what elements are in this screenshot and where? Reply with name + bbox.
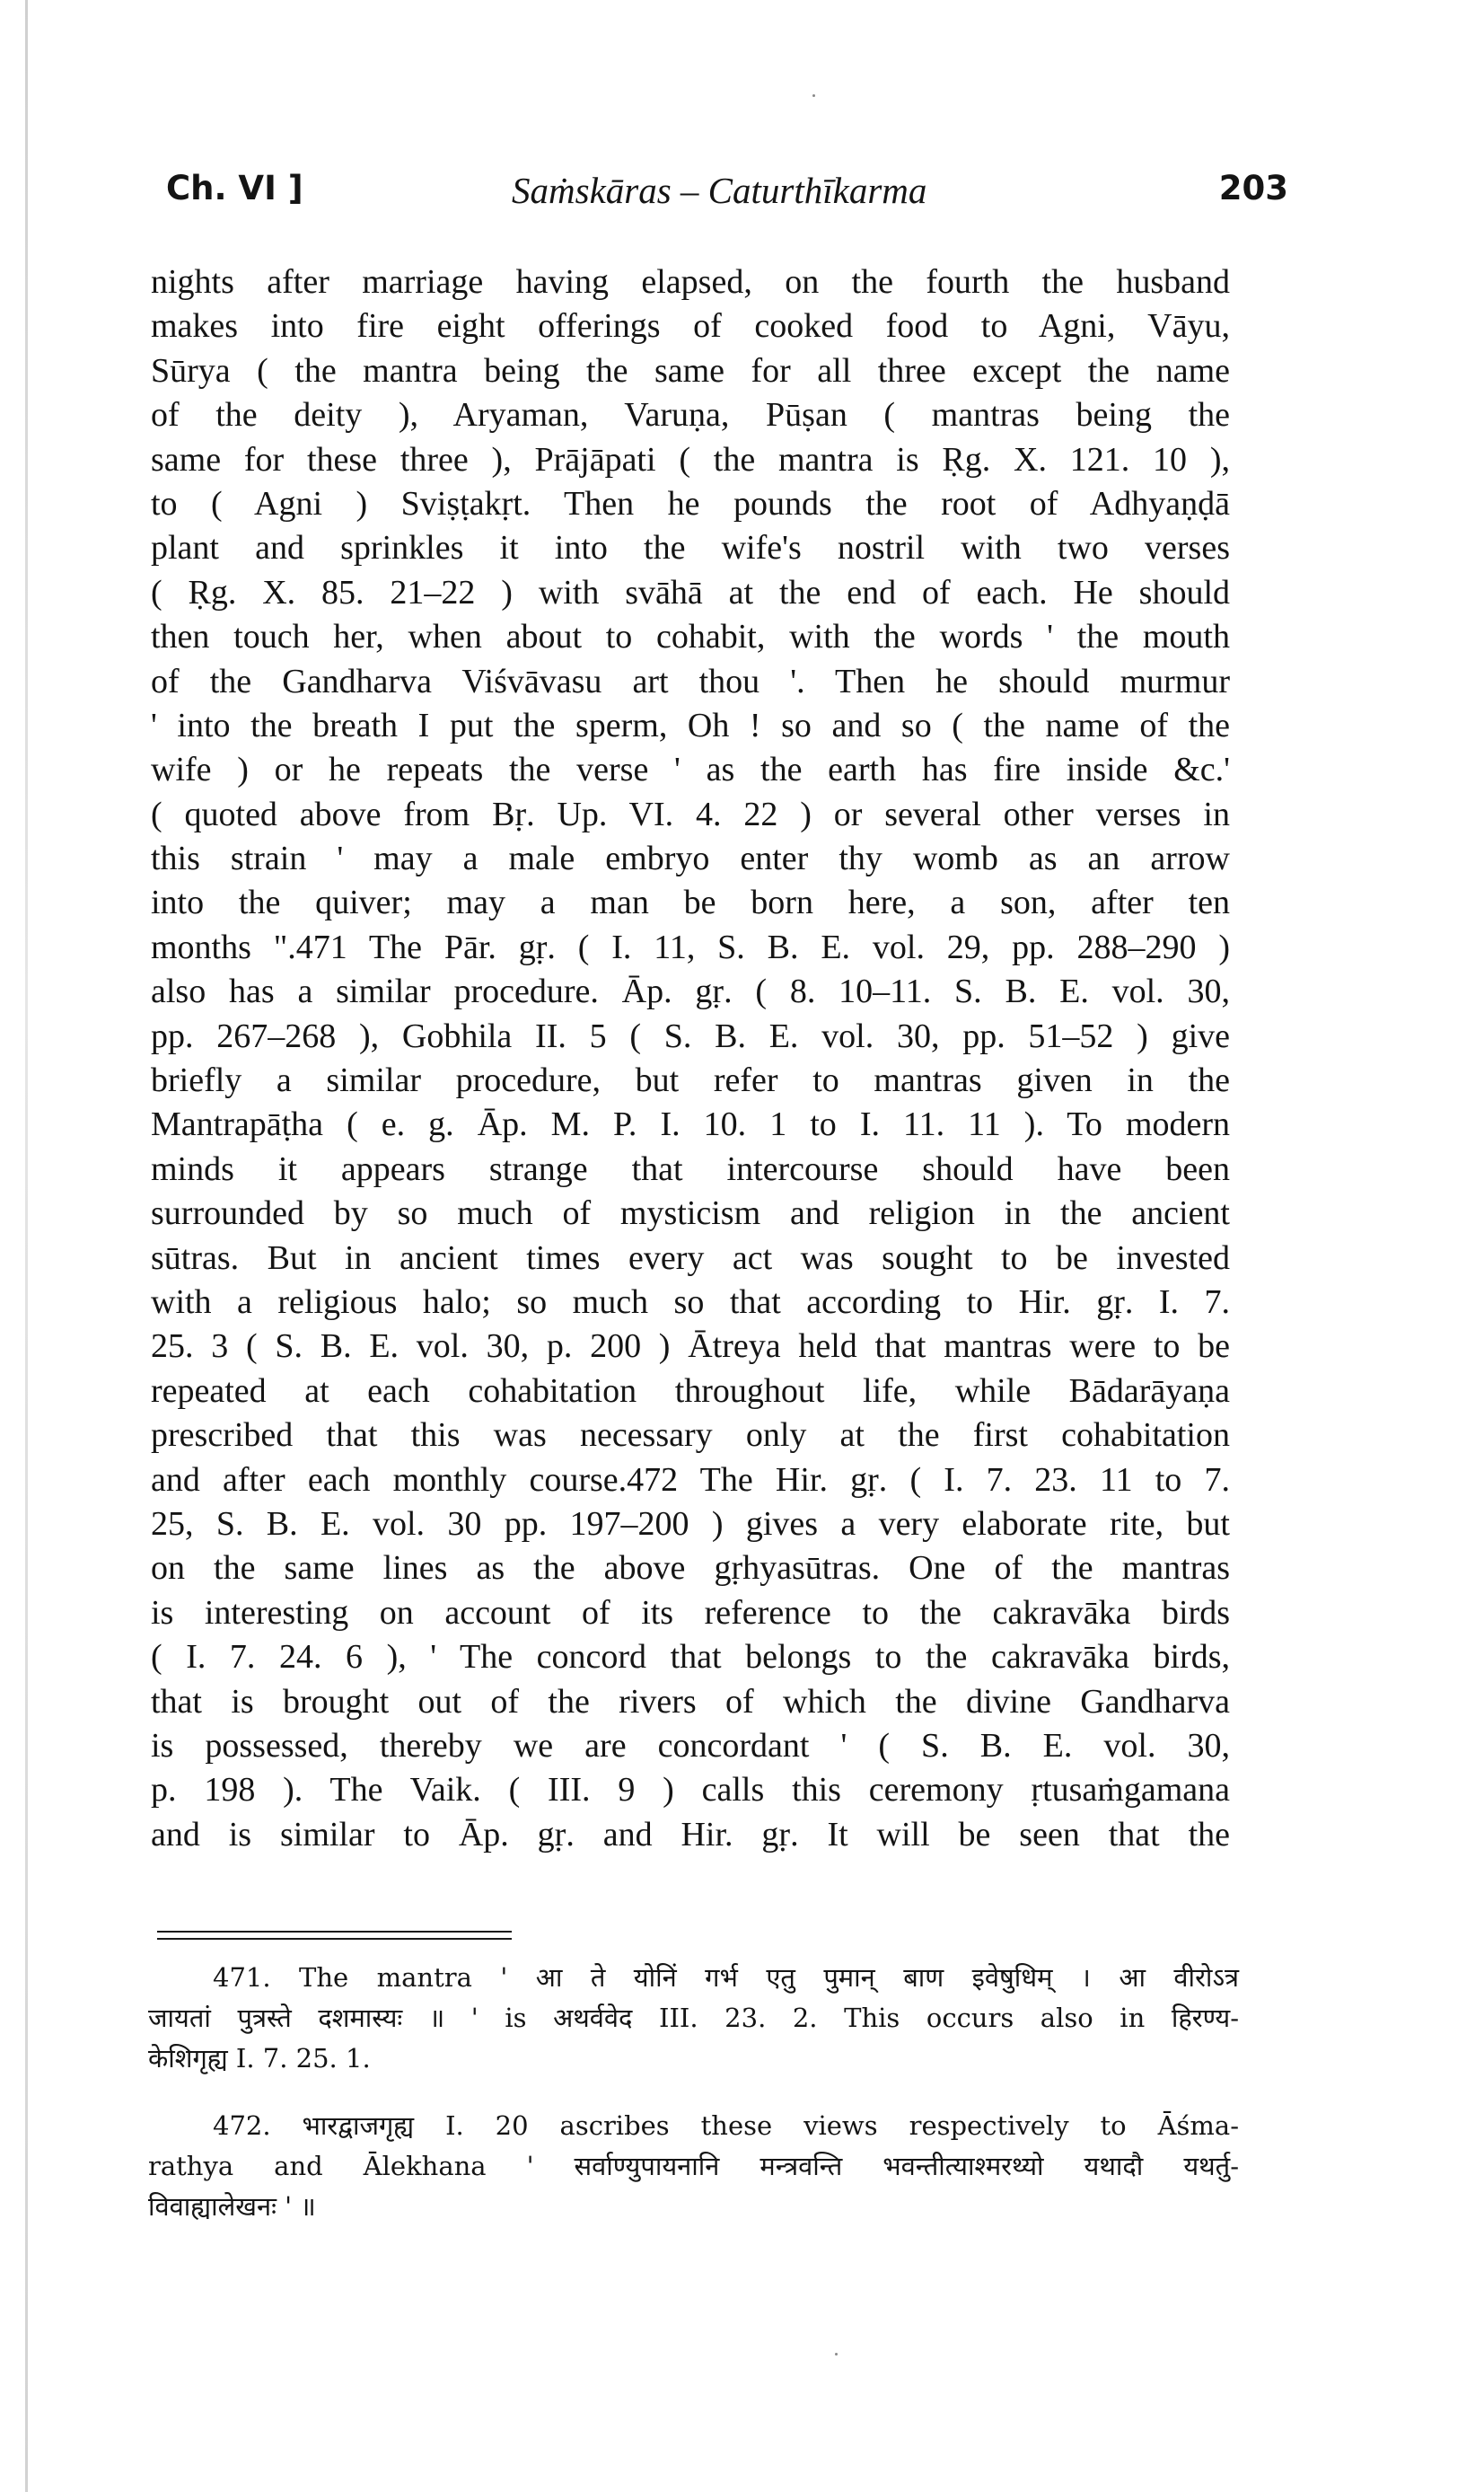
text-line: pp. 267–268 ), Gobhila II. 5 ( S. B. E. vol. 30, pp. 51–52 ) give bbox=[151, 1017, 1230, 1055]
text-line: Mantrapāṭha ( e. g. Āp. M. P. I. 10. 1 to I. 11. 11 ). To modern bbox=[151, 1105, 1230, 1144]
footnote-rule bbox=[157, 1938, 512, 1940]
text-line: Sūrya ( the mantra being the same for all three except the name bbox=[151, 351, 1230, 390]
running-title: Saṁskāras – Caturthīkarma bbox=[512, 170, 927, 211]
text-line: is interesting on account of its reference to the cakravāka birds bbox=[151, 1593, 1230, 1632]
text-line: minds it appears strange that intercourse should have been bbox=[151, 1149, 1230, 1188]
text-line: and is similar to Āp. gṛ. and Hir. gṛ. It will be seen that the bbox=[151, 1815, 1230, 1854]
text-line: of the Gandharva Viśvāvasu art thou '. Then he should murmur bbox=[151, 662, 1230, 700]
text-line: is possessed, thereby we are concordant ' ( S. B. E. vol. 30, bbox=[151, 1726, 1230, 1765]
text-line: and after each monthly course.472 The Hir. gṛ. ( I. 7. 23. 11 to 7. bbox=[151, 1460, 1230, 1499]
text-line: ( I. 7. 24. 6 ), ' The concord that belongs to the cakravāka birds, bbox=[151, 1638, 1230, 1677]
scan-speck bbox=[812, 94, 815, 97]
scan-speck bbox=[835, 2353, 838, 2356]
text-line: of the deity ), Aryaman, Varuṇa, Pūṣan ( mantras being the bbox=[151, 396, 1230, 435]
text-line: wife ) or he repeats the verse ' as the earth has fire inside &c.' bbox=[151, 751, 1230, 789]
footnote-line: rathya and Ālekhana ' सर्वाण्युपायनानि मन्त्रवन्ति भवन्तीत्याश्मरथ्यो यथादौ यथर्तु- bbox=[148, 2151, 1239, 2181]
footnote-472 bbox=[148, 2106, 1239, 2227]
text-line: surrounded by so much of mysticism and religion in the ancient bbox=[151, 1194, 1230, 1233]
footnote-line: केशिगृह्य I. 7. 25. 1. bbox=[148, 2043, 371, 2074]
text-line: prescribed that this was necessary only at the first cohabitation bbox=[151, 1416, 1230, 1455]
running-header bbox=[166, 169, 1288, 223]
text-line: makes into fire eight offerings of cooked food to Agni, Vāyu, bbox=[151, 307, 1230, 346]
text-line: 25. 3 ( S. B. E. vol. 30, p. 200 ) Ātreya held that mantras were to be bbox=[151, 1327, 1230, 1366]
text-line: plant and sprinkles it into the wife's nostril with two verses bbox=[151, 529, 1230, 568]
text-line: with a religious halo; so much so that according to Hir. gṛ. I. 7. bbox=[151, 1282, 1230, 1321]
text-line: ( Ṛg. X. 85. 21–22 ) with svāhā at the end of each. He should bbox=[151, 573, 1230, 612]
text-line: months ".471 The Pār. gṛ. ( I. 11, S. B. E. vol. 29, pp. 288–290 ) bbox=[151, 928, 1230, 966]
text-line: p. 198 ). The Vaik. ( III. 9 ) calls this ceremony ṛtusaṁgamana bbox=[151, 1771, 1230, 1810]
footnotes bbox=[148, 1958, 1239, 2227]
scan-edge bbox=[25, 0, 28, 2492]
text-line: sūtras. But in ancient times every act was sought to be invested bbox=[151, 1238, 1230, 1277]
text-line: into the quiver; may a man be born here, a son, after ten bbox=[151, 884, 1230, 922]
footnote-471 bbox=[148, 1958, 1239, 2079]
text-line: this strain ' may a male embryo enter thy womb as an arrow bbox=[151, 840, 1230, 878]
text-line: to ( Agni ) Sviṣṭakṛt. Then he pounds the root of Adhyaṇḍā bbox=[151, 484, 1230, 523]
text-line: that is brought out of the rivers of which the divine Gandharva bbox=[151, 1682, 1230, 1721]
text-line: then touch her, when about to cohabit, with the words ' the mouth bbox=[151, 618, 1230, 656]
footnote-line: विवाह्यालेखनः ' ॥ bbox=[148, 2191, 316, 2222]
body-text bbox=[151, 260, 1230, 1857]
text-line: repeated at each cohabitation throughout life, while Bādarāyaṇa bbox=[151, 1371, 1230, 1410]
page-number: 203 bbox=[1218, 169, 1288, 207]
footnote-line: 472. भारद्वाजगृह्य I. 20 ascribes these views respectively to Āśma- bbox=[213, 2110, 1239, 2141]
footnote-line: जायतां पुत्रस्ते दशमास्यः ॥ ' is अथर्ववेद III. 23. 2. This occurs also in हिरण्य- bbox=[148, 2003, 1239, 2033]
text-line: same for these three ), Prājāpati ( the mantra is Ṛg. X. 121. 10 ), bbox=[151, 440, 1230, 479]
text-line: briefly a similar procedure, but refer to mantras given in the bbox=[151, 1061, 1230, 1100]
text-line: nights after marriage having elapsed, on the fourth the husband bbox=[151, 263, 1230, 301]
text-line: 25, S. B. E. vol. 30 pp. 197–200 ) gives a very elaborate rite, but bbox=[151, 1504, 1230, 1543]
text-line: on the same lines as the above gṛhyasūtras. One of the mantras bbox=[151, 1549, 1230, 1588]
text-line: also has a similar procedure. Āp. gṛ. ( 8. 10–11. S. B. E. vol. 30, bbox=[151, 973, 1230, 1011]
text-line: ( quoted above from Bṛ. Up. VI. 4. 22 ) or several other verses in bbox=[151, 795, 1230, 833]
footnote-line: 471. The mantra ' आ ते योनिं गर्भ एतु पुमान् बाण इवेषुधिम् । आ वीरोऽत्र bbox=[213, 1962, 1239, 1993]
footnote-rule bbox=[157, 1931, 512, 1933]
text-line: ' into the breath I put the sperm, Oh ! so and so ( the name of the bbox=[151, 706, 1230, 744]
chapter-label: Ch. VI ] bbox=[166, 169, 303, 207]
